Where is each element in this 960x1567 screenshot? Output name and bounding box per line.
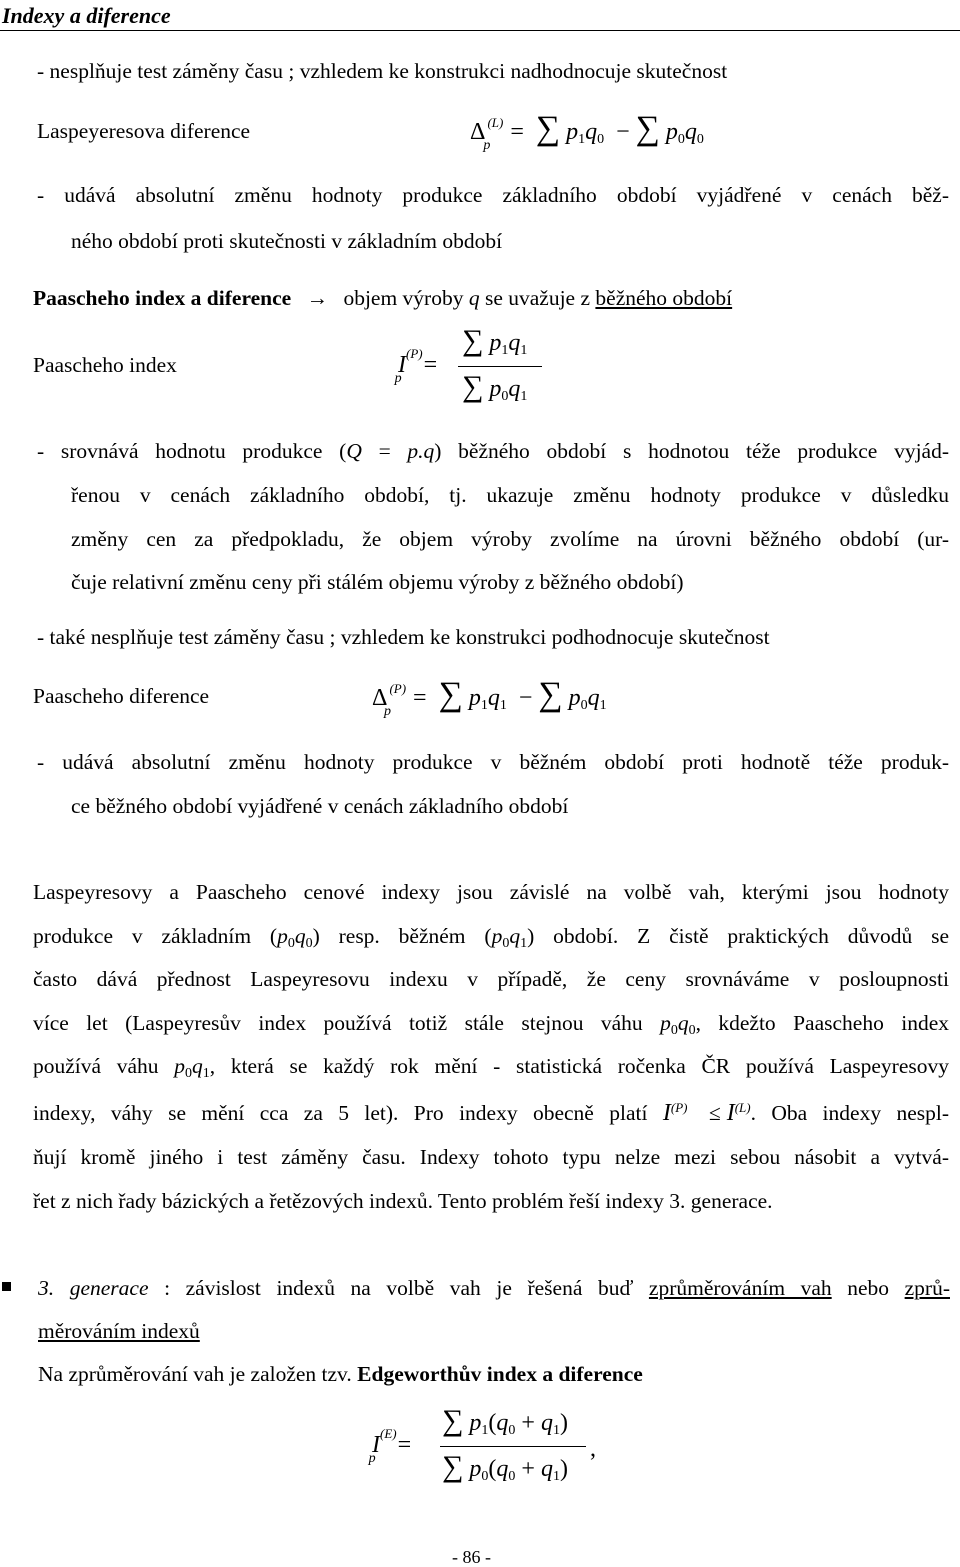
paasche-index-label: Paascheho index [33, 353, 177, 377]
subscript: 1 [202, 1066, 210, 1081]
subscript: 0 [508, 1423, 516, 1438]
text-span: zprůměrováním vah [648, 1276, 832, 1300]
subscript: p [483, 138, 491, 153]
paren: ( [488, 1410, 497, 1436]
var-q: q [587, 685, 600, 711]
sum-symbol: ∑ [635, 110, 660, 147]
laspeyres-difference-formula [470, 110, 704, 153]
var-q: q [677, 1011, 689, 1035]
edgeworth-comma: , [590, 1436, 596, 1462]
subscript: 1 [480, 698, 488, 713]
superscript: (L) [487, 115, 504, 130]
text-span: Edgeworthův index a diference [357, 1362, 643, 1386]
fraction-line [458, 366, 542, 367]
var-q: q [496, 1410, 509, 1436]
minus-sign: − [518, 685, 533, 711]
subscript: 0 [501, 389, 509, 404]
text-line [37, 441, 949, 463]
subscript: 0 [688, 1023, 696, 1038]
text-line: měrováním indexů [38, 1319, 200, 1343]
subscript: 0 [597, 132, 605, 147]
var-p: p [277, 924, 288, 948]
text-line [33, 1013, 949, 1038]
var-I: I [726, 1100, 735, 1126]
square-bullet-icon [2, 1282, 11, 1291]
page-number: - 86 - [452, 1547, 491, 1567]
text-span: 3. generace [38, 1276, 149, 1300]
sum-symbol: ∑ [538, 676, 563, 713]
subscript: 0 [287, 936, 295, 951]
paasche-heading-bold: Paascheho index a diference [33, 286, 292, 310]
subscript: 0 [580, 698, 588, 713]
arrow-right-icon: → [306, 286, 329, 310]
subscript: 1 [520, 343, 528, 358]
subscript: p [394, 371, 402, 386]
subscript: 0 [481, 1469, 489, 1484]
text-span: : závislost indexů na volbě vah je řešená buď [148, 1276, 649, 1300]
leq-sign: ≤ [708, 1101, 721, 1125]
text-line: Laspeyresovy a Paascheho cenové indexy jsou závislé na volbě vah, kterými jsou hodnoty [33, 880, 949, 904]
text-span: , kdežto Paascheho index [695, 1011, 949, 1035]
paasche-heading-text: se uvažuje z [479, 286, 596, 310]
sum-symbol: ∑ [535, 110, 561, 147]
text-span: Na zprůměrování vah je založen tzv. [38, 1362, 358, 1386]
paren: ( [488, 1456, 497, 1482]
minus-sign: − [616, 119, 630, 145]
text-span: . Oba indexy nespl- [750, 1101, 950, 1125]
delta-symbol: Δ [470, 119, 486, 145]
var-q: q [509, 924, 521, 948]
text-span: nebo [831, 1276, 905, 1300]
plus-sign: + [521, 1410, 535, 1436]
subscript: 0 [670, 1023, 678, 1038]
var-Q: Q [346, 439, 362, 463]
var-q: q [192, 1054, 203, 1078]
superscript: (P) [670, 1100, 688, 1115]
edgeworth-lhs [368, 1426, 412, 1466]
subscript: p [368, 1451, 376, 1466]
subscript: 1 [552, 1423, 560, 1438]
text-line: řet z nich řady bázických a řetězových indexů. Tento problém řeší indexy 3. generace. [33, 1189, 773, 1213]
var-p: p [665, 119, 678, 145]
text-line: - také nesplňuje test záměny času ; vzhledem ke konstrukci podhodnocuje skutečnost [37, 625, 770, 649]
var-p: p [489, 376, 502, 402]
subscript: 1 [501, 343, 509, 358]
equals-sign: = [423, 352, 438, 378]
subscript: 1 [520, 936, 528, 951]
subscript: 1 [481, 1423, 489, 1438]
equals-sign: = [397, 1432, 412, 1458]
var-q: q [540, 1410, 553, 1436]
sum-symbol: ∑ [462, 324, 484, 357]
text-span: používá váhu [33, 1054, 175, 1078]
paren: ) [559, 1456, 568, 1482]
subscript: 0 [305, 936, 313, 951]
paren: ) [559, 1410, 568, 1436]
var-p: p [469, 1410, 482, 1436]
var-p: p [568, 685, 581, 711]
var-q: q [468, 286, 480, 310]
fraction-line [440, 1446, 586, 1447]
subscript: 1 [552, 1469, 560, 1484]
text-span: zprů- [904, 1276, 950, 1300]
subscript: 1 [578, 132, 586, 147]
paasche-denominator [462, 372, 527, 405]
text-line [33, 1101, 949, 1125]
laspeyres-difference-label: Laspeyeresova diference [37, 119, 251, 143]
subscript: 0 [677, 132, 685, 147]
var-q: q [508, 376, 521, 402]
sum-symbol: ∑ [442, 1450, 464, 1483]
text-line: ného období proti skutečnosti v základním období [71, 229, 503, 253]
paasche-heading-text: objem výroby [343, 286, 469, 310]
paasche-difference-formula [372, 676, 607, 719]
subscript: 1 [520, 389, 528, 404]
text-line: změny cen za předpokladu, že objem výroby zvolíme na úrovni běžného období (ur- [71, 527, 949, 551]
sum-symbol: ∑ [462, 370, 484, 403]
superscript: (P) [406, 346, 423, 361]
var-p: p [660, 1011, 671, 1035]
subscript: p [384, 704, 392, 719]
var-q: q [585, 119, 598, 145]
text-span: - srovnává hodnotu produkce ( [37, 439, 347, 463]
text-span: ) resp. běžném ( [312, 924, 492, 948]
text-span: indexy, váhy se mění cca za 5 let). Pro indexy obecně platí [33, 1101, 663, 1125]
subscript: 0 [502, 936, 510, 951]
var-p: p [468, 685, 481, 711]
text-line: řenou v cenách základního období, tj. ukazuje změnu hodnoty produkce v důsledku [71, 483, 949, 507]
paasche-heading-underlined: běžného období [595, 286, 733, 310]
text-span: více let (Laspeyresův index používá totiž stále stejnou váhu [33, 1011, 661, 1035]
var-I: I [398, 352, 406, 378]
text-span: , která se každý rok mění - statistická ročenka ČR používá Laspeyresovy [209, 1054, 949, 1078]
var-q: q [496, 1456, 509, 1482]
subscript: 0 [696, 132, 704, 147]
text-line: ce běžného období vyjádřené v cenách základního období [71, 794, 569, 818]
var-p: p [174, 1054, 185, 1078]
paasche-difference-label: Paascheho diference [33, 684, 210, 708]
subscript: 0 [185, 1066, 192, 1081]
var-q: q [540, 1456, 553, 1482]
text-line [38, 1278, 950, 1300]
text-line: často dává přednost Laspeyresovu indexu v případě, že ceny srovnáváme v posloupnosti [33, 967, 949, 991]
text-span: produkce v základním ( [33, 924, 278, 948]
subscript: 1 [499, 698, 507, 713]
sum-symbol: ∑ [442, 1404, 464, 1437]
var-q: q [294, 924, 306, 948]
text-line: ňují kromě jiného i test záměny času. Indexy tohoto typu nelze mezi sebou násobit a vytvá- [33, 1145, 949, 1169]
page-header-title: Indexy a diference [2, 3, 171, 28]
superscript: (P) [389, 681, 407, 696]
text-line-laspeyres-time-reversal: - nesplňuje test záměny času ; vzhledem ke konstrukci nadhodnocuje skutečnost [37, 59, 728, 83]
var-p: p [566, 119, 579, 145]
text-line [33, 926, 949, 951]
superscript: (E) [380, 1426, 397, 1441]
var-q: q [487, 685, 500, 711]
subscript: 0 [508, 1469, 516, 1484]
text-line: - udává absolutní změnu hodnoty produkce v běžném období proti hodnotě téže produk- [37, 750, 949, 774]
plus-sign: + [521, 1456, 535, 1482]
var-I: I [372, 1432, 380, 1458]
equals-sign: = [510, 119, 524, 145]
var-I: I [662, 1100, 671, 1126]
paasche-heading [33, 288, 732, 310]
edgeworth-numerator [442, 1406, 568, 1439]
superscript: (L) [734, 1100, 751, 1115]
text-span: = [361, 439, 408, 463]
var-pq: p.q [407, 439, 435, 463]
var-p: p [489, 330, 502, 356]
text-span: ) období. Z čistě praktických důvodů se [527, 924, 950, 948]
edgeworth-denominator [442, 1452, 568, 1485]
text-line: čuje relativní změnu ceny při stálém objemu výroby z běžného období) [71, 570, 684, 594]
text-line [38, 1364, 643, 1386]
subscript: 1 [599, 698, 607, 713]
var-q: q [684, 119, 697, 145]
sum-symbol: ∑ [438, 676, 463, 713]
paasche-index-lhs [394, 346, 438, 386]
var-q: q [508, 330, 521, 356]
var-p: p [469, 1456, 482, 1482]
var-p: p [491, 924, 503, 948]
header-bar [0, 0, 960, 31]
equals-sign: = [413, 685, 427, 711]
text-line: - udává absolutní změnu hodnoty produkce základního období vyjádřené v cenách běž- [37, 183, 949, 207]
paasche-numerator [462, 326, 527, 359]
text-span: ) běžného období s hodnotou téže produkce vyjád- [434, 439, 949, 463]
text-line [33, 1056, 949, 1081]
delta-symbol: Δ [372, 685, 388, 711]
